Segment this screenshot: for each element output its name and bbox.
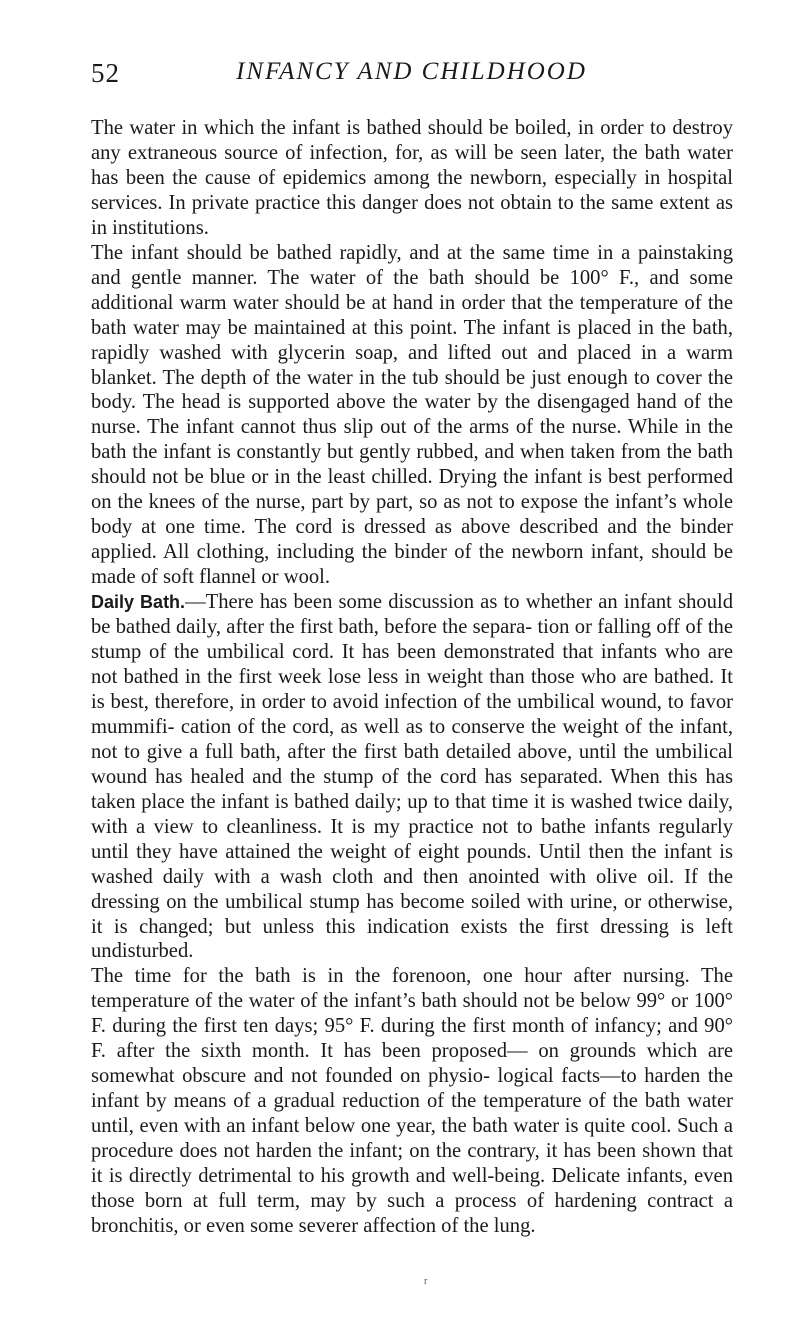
page-number: 52 (91, 58, 120, 88)
paragraph-daily-bath (91, 590, 733, 964)
running-head (91, 58, 732, 98)
paragraph-bathing-procedure: The infant should be bathed rapidly, and at the same time in a painstaking and gentle manner. The water of the bath should be 100° F., and some additional warm water should be at hand in order that the temperature of the bath water may be maintained at this point. The infant is placed in the bath, rapidly washed with glycerin soap, and lifted out and placed in a warm blanket. The depth of the water in the tub should be just enough to cover the body. The head is supported above the water by the disengaged hand of the nurse. The infant cannot thus slip out of the arms of the nurse. While in the bath the infant is constantly but gently rubbed, and when taken from the bath should not be blue or in the least chilled. Drying the infant is best performed on the knees of the nurse, part by part, so as not to expose the infant’s whole body at one time. The cord is dressed as above described and the binder applied. All clothing, including the binder of the newborn infant, should be made of soft flannel or wool. (91, 241, 733, 589)
stray-print-mark: r (424, 1276, 428, 1287)
running-title: INFANCY AND CHILDHOOD (236, 58, 587, 85)
body-text (91, 116, 733, 1239)
paragraph-bath-time: The time for the bath is in the forenoon, one hour after nursing. The temperature of the water of the infant’s bath should not be below 99° or 100° F. during the first ten days; 95° F. during the first month of infancy; and 90° F. after the sixth month. It has been proposed— on grounds which are somewhat obscure and not founded on physio- logical facts—to harden the infant by means of a gradual reduction of the temperature of the bath water until, even with an infant below one year, the bath water is quite cool. Such a procedure does not harden the infant; on the contrary, it has been shown that it is directly detrimental to his growth and well-being. Delicate infants, even those born at full term, may by such a process of hardening contract a bronchitis, or even some severer affection of the lung. (91, 965, 733, 1237)
paragraph-daily-bath-text: —There has been some discussion as to whether an infant should be bathed daily, after the first bath, before the separa- tion or falling off of the stump of the umbilical cord. It has been demonstrated that infants who are not bathed in the first week lose less in weight than those who are bathed. It is best, therefore, in order to avoid infection of the umbilical wound, to favor mummifi- cation of the cord, as well as to conserve the weight of the infant, not to give a full bath, after the first bath detailed above, until the umbilical wound has healed and the stump of the cord has separated. When this has taken place the infant is bathed daily; up to that time it is washed twice daily, with a view to cleanliness. It is my practice not to bathe infants regularly until they have attained the weight of eight pounds. Until then the infant is washed daily with a wash cloth and then anointed with olive oil. If the dressing on the umbilical stump has become soiled with urine, or otherwise, it is changed; but unless this indication exists the first dressing is left undisturbed. (91, 591, 733, 963)
paragraph-bath-water: The water in which the infant is bathed should be boiled, in order to destroy any extraneous source of infection, for, as will be seen later, the bath water has been the cause of epidemics among the newborn, especially in hospital services. In private practice this danger does not obtain to the same extent as in institutions. (91, 117, 733, 239)
section-heading-daily-bath: Daily Bath. (91, 592, 186, 613)
